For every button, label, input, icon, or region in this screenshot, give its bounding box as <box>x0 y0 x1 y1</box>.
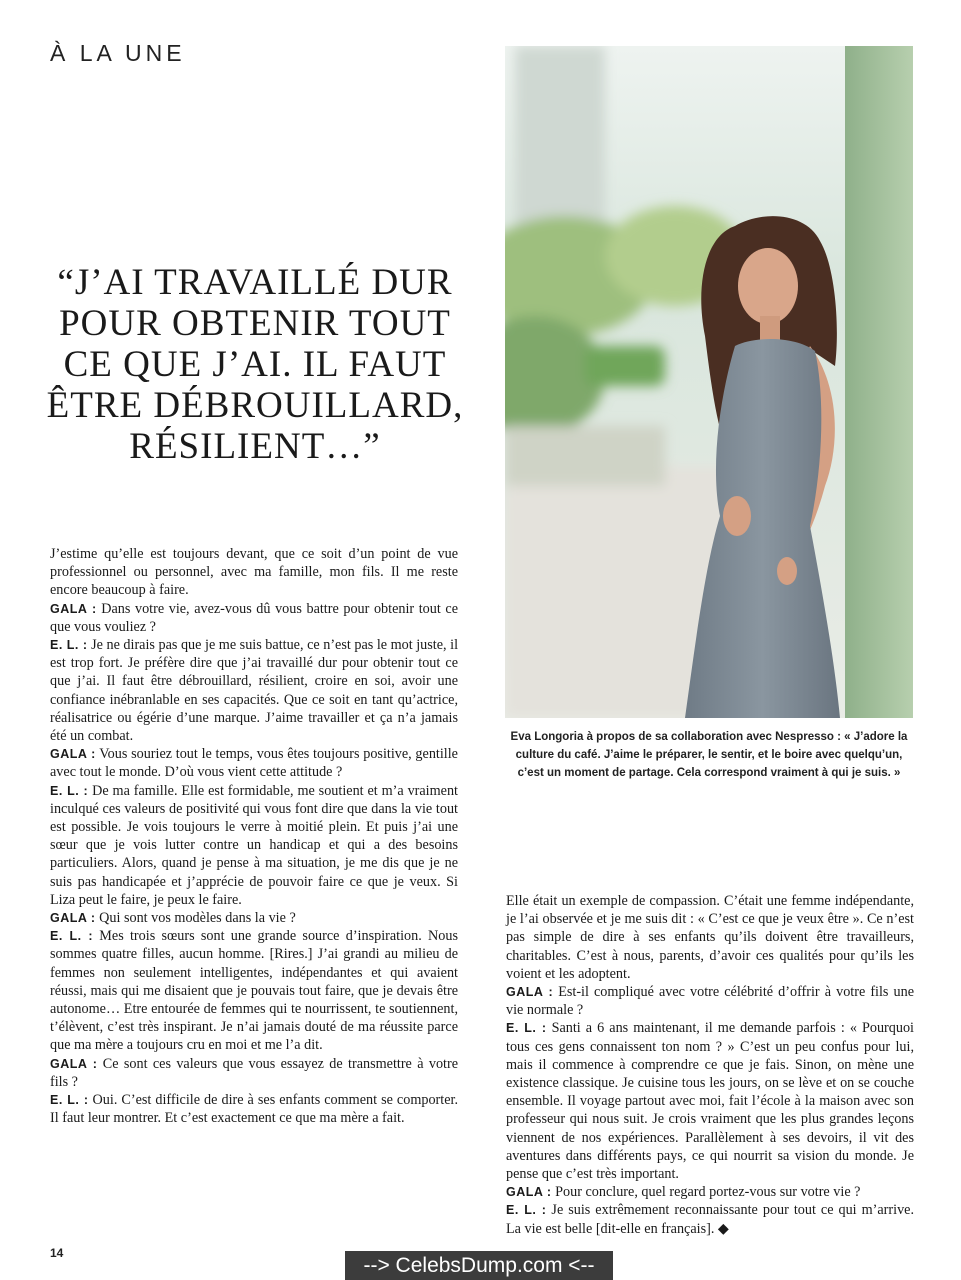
paragraph: J’estime qu’elle est toujours devant, que ce soit d’un point de vue professionnel ou personnel, avec ma famille, mon fils. Il me reste encore beaucoup à faire. <box>50 546 458 599</box>
paragraph: E. L. : Je suis extrêmement reconnaissante pour tout ce qui m’arrive. La vie est belle [dit-elle en français]. ◆ <box>506 1202 915 1237</box>
paragraph: E. L. : De ma famille. Elle est formidable, me soutient et m’a vraiment inculqué ces valeurs de positivité qui vous font dire que dans la vie tout est possible. Je vois toujours le verre à moitié plein. Et puis j’ai une sœur que je vois lutter contre un handicap et qui a des besoins particuliers. Alors, quand je pense à ma situation, je me dis que je ne suis pas handicapée et j’apprécie de pouvoir faire ce que je veux. Si Liza peut le faire, je peux le faire. <box>50 782 458 908</box>
paragraph: GALA : Qui sont vos modèles dans la vie ? <box>50 910 296 927</box>
paragraph: GALA : Dans votre vie, avez-vous dû vous battre pour obtenir tout ce que vous vouliez ? <box>50 600 459 635</box>
portrait-photo <box>505 46 913 718</box>
paragraph: E. L. : Je ne dirais pas que je me suis battue, ce n’est pas le mot juste, il est trop fort. Je préfère dire que j’ai travaillé dur pour obtenir tout ce que j’ai. Il faut être débrouillard, résilient, croire en soi, avoir une confiance inébranlable en ses capacités. Que ce soit en tant qu’actrice, réalisatrice ou égérie d’une marque. J’aime travailler et ça n’a jamais été un combat. <box>50 637 459 745</box>
speaker-label: E. L. : <box>506 1203 547 1218</box>
speaker-label: E. L. : <box>50 929 93 944</box>
paragraph: GALA : Est-il compliqué avec votre célébrité d’offrir à votre fils une vie normale ? <box>506 984 915 1019</box>
speaker-label: GALA : <box>50 911 96 926</box>
speaker-label: GALA : <box>50 747 96 762</box>
speaker-label: E. L. : <box>50 783 89 798</box>
speaker-label: GALA : <box>506 985 554 1000</box>
article-column-left <box>50 545 458 1128</box>
speaker-label: E. L. : <box>506 1021 547 1036</box>
speaker-label: GALA : <box>506 1185 552 1200</box>
paragraph: E. L. : Oui. C’est difficile de dire à ses enfants comment se comporter. Il faut leur montrer. Et c’est exactement ce que ma mère a fait. <box>50 1092 458 1127</box>
pull-quote: “J’AI TRAVAILLÉ DUR POUR OBTENIR TOUT CE QUE J’AI. IL FAUT ÊTRE DÉBROUILLARD, RÉSILIENT…” <box>46 262 464 467</box>
paragraph: E. L. : Santi a 6 ans maintenant, il me demande parfois : « Pourquoi tous ces gens connaissent ton nom ? » C’est un peu confus pour lui, mais il commence à comprendre ce que je fais. Sinon, on mène une existence classique. Je cuisine tous les jours, on se lève et on se couche ensemble. Il voyage partout avec moi, fait l’école à la maison avec son professeur qui nous suit. Je crois vraiment que les plus grandes leçons viennent de nos expériences. Parallèlement à ses devoirs, il vit des aventures dans différents pays, ce qui nourrit sa vision du monde. Je pense que c’est très important. <box>506 1020 914 1183</box>
speaker-label: E. L. : <box>50 638 88 653</box>
speaker-label: GALA : <box>50 601 97 616</box>
paragraph: E. L. : Mes trois sœurs sont une grande source d’inspiration. Nous sommes quatre filles, aucun homme. [Rires.] J’ai grandi au milieu de femmes non seulement intelligentes, indépendantes et qui avaient réussi, mais qui me disaient que je pouvais tout faire, que je devais être autonome… Etre entourée de femmes qui te nourrissent, te soutiennent, t’élèvent, c’est très inspirant. Je n’ai jamais douté de ma réussite parce que ma mère a toujours cru en moi et me l’a dit. <box>50 928 459 1054</box>
speaker-label: GALA : <box>50 1056 98 1071</box>
paragraph: GALA : Vous souriez tout le temps, vous êtes toujours positive, gentille avec tout le monde. D’où vous vient cette attitude ? <box>50 746 458 781</box>
article-column-right <box>506 892 914 1238</box>
speaker-label: E. L. : <box>50 1093 89 1108</box>
watermark-banner: --> CelebsDump.com <-- <box>345 1251 613 1280</box>
section-header: À LA UNE <box>50 40 186 66</box>
page-number: 14 <box>50 1246 64 1260</box>
paragraph: GALA : Ce sont ces valeurs que vous essayez de transmettre à votre fils ? <box>50 1055 459 1090</box>
photo-caption: Eva Longoria à propos de sa collaboration avec Nespresso : « J’adore la culture du café. J’aime le préparer, le sentir, et le boire avec quelqu’un, c’est un moment de partage. Cela correspond vraiment à qui je suis. » <box>510 731 908 779</box>
paragraph: GALA : Pour conclure, quel regard portez-vous sur votre vie ? <box>506 1184 861 1201</box>
paragraph: Elle était un exemple de compassion. C’était une femme indépendante, je l’ai observée et je me suis dit : « C’est ce que je veux être ». Ce n’est pas simple de dire à ses enfants qu’ils doivent être travailleurs, charitables. C’est à nous, parents, d’avoir ces qualités pour qu’ils les voient et les adoptent. <box>506 893 914 982</box>
